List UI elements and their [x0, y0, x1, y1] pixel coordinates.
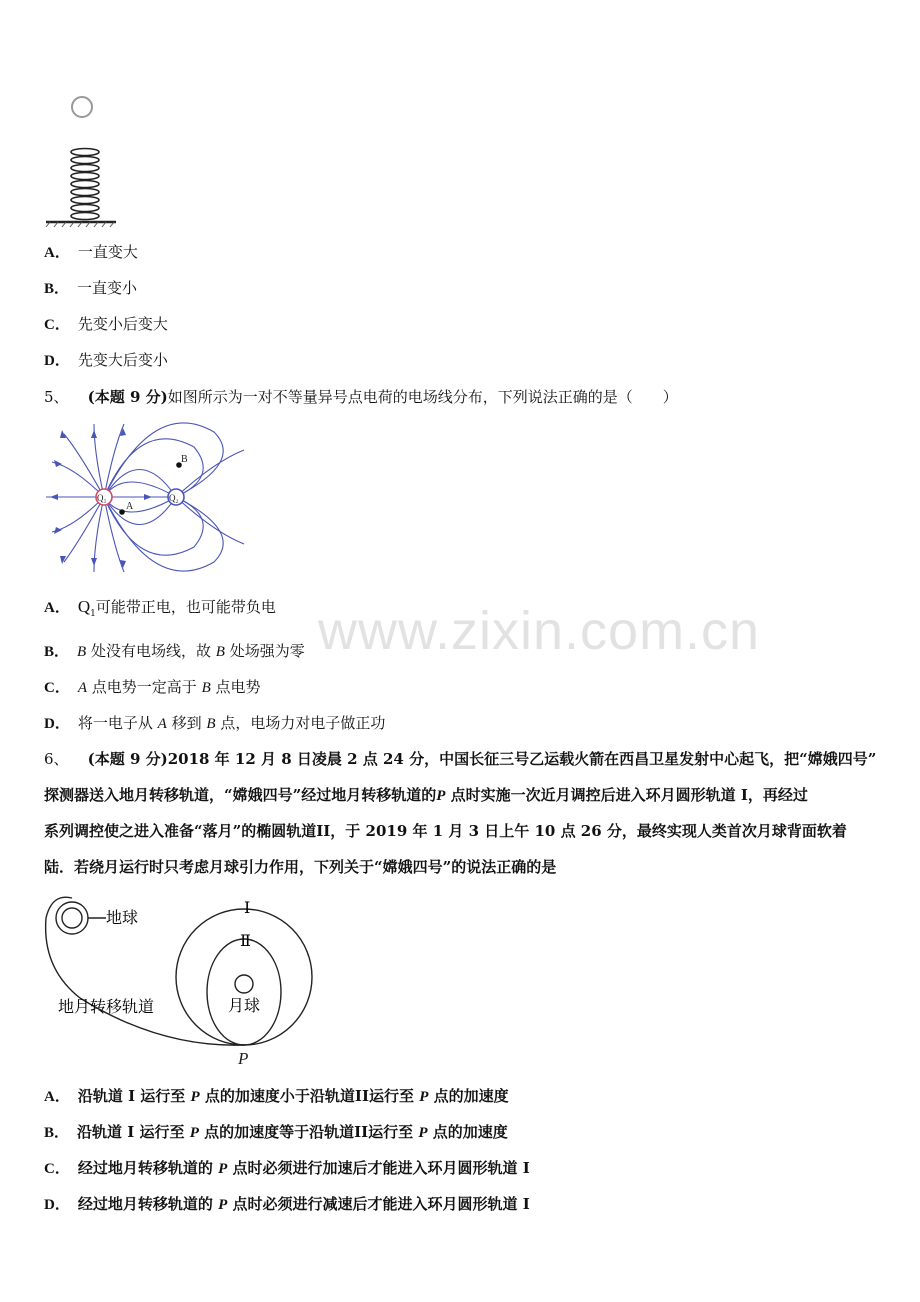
question-number: 5、 [44, 388, 69, 406]
option-text: 将一电子从 [77, 714, 153, 732]
option-text: 点的加速度小于沿轨道II运行至 [199, 1087, 420, 1105]
earth-label: 地球 [106, 908, 139, 927]
option-letter: C． [44, 680, 70, 696]
point-b-label: B [181, 454, 188, 465]
earth-icon [56, 902, 88, 934]
option-letter: C． [44, 1161, 70, 1177]
option-letter: C． [44, 317, 70, 333]
moon-icon [235, 975, 253, 993]
question-text: 系列调控使之进入准备“落月”的椭圆轨道II，于 2019 年 1 月 3 日上午 10 点 26 分，最终实现人类首次月球背面软着 [44, 822, 847, 840]
option-letter: A． [44, 245, 70, 261]
option-symbol: Q [77, 597, 91, 616]
q4-option-c[interactable] [44, 313, 168, 334]
question-text: 探测器送入地月转移轨道，“嫦娥四号”经过地月转移轨道的 [44, 786, 437, 804]
option-text: 处场强为零 [229, 642, 305, 660]
option-letter: B． [44, 281, 70, 297]
option-text: 经过地月转移轨道的 [77, 1195, 219, 1213]
question-text: (本题 9 分)2018 年 12 月 8 日凌晨 2 点 24 分，中国长征三号乙运载火箭在西昌卫星发射中心起飞，把“嫦娥四号” [87, 750, 877, 768]
option-text: 点电势一定高于 [91, 678, 197, 696]
q5-option-a[interactable] [44, 596, 276, 619]
option-text: 点时必须进行加速后才能进入环月圆形轨道 I [227, 1159, 530, 1177]
option-text: 点，电场力对电子做正功 [220, 714, 386, 732]
option-text: 点的加速度等于沿轨道II运行至 [198, 1123, 419, 1141]
option-text: 点的加速度 [427, 1123, 508, 1141]
point-p-symbol: P [218, 1161, 228, 1177]
question-text: 如图所示为一对不等量异号点电荷的电场线分布，下列说法正确的是（ ） [167, 388, 678, 406]
q6-option-c[interactable] [44, 1157, 530, 1178]
point-p-symbol: P [436, 788, 446, 804]
point-a [119, 509, 125, 515]
option-text: 点电势 [215, 678, 261, 696]
option-symbol: B [206, 716, 216, 732]
option-symbol: B [215, 644, 225, 660]
option-text: 点时必须进行减速后才能进入环月圆形轨道 I [227, 1195, 530, 1213]
option-symbol: B [77, 644, 87, 660]
question-text: 点时实施一次近月调控后进入环月圆形轨道 I，再经过 [450, 786, 808, 804]
point-p-symbol: P [190, 1089, 200, 1105]
q4-option-d[interactable] [44, 349, 168, 370]
transfer-orbit-label: 地月转移轨道 [58, 997, 155, 1016]
option-symbol: A [77, 680, 88, 696]
option-letter: A． [44, 1089, 70, 1105]
q6-option-a[interactable] [44, 1085, 509, 1106]
point-p-symbol: P [218, 1197, 228, 1213]
q6-stem-line3 [44, 820, 847, 841]
q6-option-d[interactable] [44, 1193, 530, 1214]
option-text: 经过地月转移轨道的 [77, 1159, 219, 1177]
orbit-i [176, 909, 312, 1045]
electric-field-figure [44, 422, 249, 574]
q5-option-b[interactable] [44, 640, 305, 661]
q5-stem [44, 386, 678, 407]
spring-icon [71, 149, 99, 220]
question-points: (本题 9 分) [87, 388, 168, 406]
orbit-ii-label: Ⅱ [240, 931, 251, 950]
watermark: www.zixin.com.cn [318, 601, 761, 661]
option-letter: B． [44, 1125, 70, 1141]
moon-label: 月球 [228, 996, 261, 1015]
q6-stem-line4 [44, 856, 556, 877]
q6-option-b[interactable] [44, 1121, 508, 1142]
q5-option-d[interactable] [44, 712, 385, 733]
orbit-figure [40, 888, 330, 1068]
option-symbol: B [201, 680, 211, 696]
q4-option-a[interactable] [44, 241, 138, 262]
option-letter: D． [44, 353, 70, 369]
point-p-symbol: P [418, 1125, 428, 1141]
q1-label: Q₁ [97, 493, 107, 503]
point-p-symbol: P [419, 1089, 429, 1105]
orbit-ii [207, 939, 281, 1045]
option-text: 先变小后变大 [77, 315, 168, 333]
point-a-label: A [126, 501, 134, 512]
option-letter: D． [44, 716, 70, 732]
point-p-label: P [238, 1049, 249, 1068]
question-number: 6、 [44, 750, 69, 768]
option-text: 沿轨道 I 运行至 [77, 1087, 191, 1105]
option-text: 一直变大 [77, 243, 138, 261]
option-text: 点的加速度 [428, 1087, 509, 1105]
orbit-i-label: I [244, 898, 251, 917]
option-letter: D． [44, 1197, 70, 1213]
q2-label: Q₂ [169, 493, 179, 503]
option-text: 处没有电场线，故 [90, 642, 211, 660]
option-text: 可能带正电，也可能带负电 [95, 598, 276, 616]
option-text: 一直变小 [77, 279, 138, 297]
option-symbol: A [157, 716, 167, 732]
q6-stem-line1 [44, 748, 876, 769]
q6-stem-line2 [44, 784, 808, 805]
option-letter: B． [44, 644, 70, 660]
q4-option-b[interactable] [44, 277, 137, 298]
ball-icon [72, 97, 92, 117]
option-text: 沿轨道 I 运行至 [77, 1123, 190, 1141]
spring-figure [40, 90, 130, 230]
q5-option-c[interactable] [44, 676, 261, 697]
option-letter: A． [44, 600, 70, 616]
option-subscript: 1 [90, 609, 96, 619]
question-text: 陆．若绕月运行时只考虑月球引力作用，下列关于“嫦娥四号”的说法正确的是 [44, 858, 557, 876]
point-p-symbol: P [189, 1125, 199, 1141]
option-text: 先变大后变小 [77, 351, 168, 369]
option-text: 移到 [171, 714, 202, 732]
